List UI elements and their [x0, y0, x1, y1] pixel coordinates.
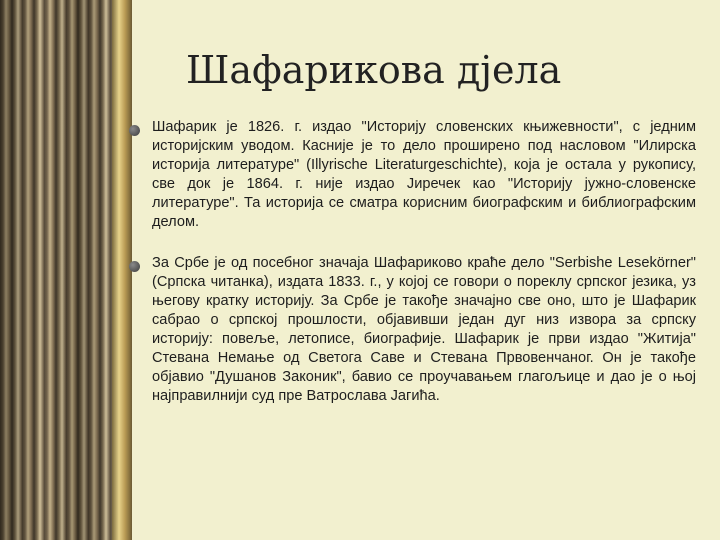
- bullet-item: [124, 118, 696, 232]
- slide-title: Шафарикова дјела: [186, 48, 562, 92]
- bullet-list: [124, 118, 696, 428]
- bullet-text: Шафарик је 1826. г. издао "Историју словенских књижевности", с једним историјским уводом. Касније је то дело проширено под насловом "Илирска историја литературе" (Illyrische Literaturgeschichte), која је остала у рукопису, све док је 1864. г. није издао Јиречек као "Историју јужно-словенске литературе". Та историја се сматра корисним биографским и библиографским делом.: [152, 119, 696, 230]
- bullet-dot-icon: [129, 261, 140, 272]
- bullet-text: За Србе је од посебног значаја Шафариково краће дело "Serbishe Lesekörner" (Српска читанка), издата 1833. г., у којој се говори о пореклу српског језика, уз његову кратку историју. За Србе је такође значајно све оно, што је Шафарик сабрао о српској прошлости, објавивши један дуг низ извора за српску историју: повеље, летописе, биографије. Шафарик је први издао "Житија" Стевана Немање од Светога Саве и Стевана Првовенчаног. Он је такође објавио "Душанов Законик", бавио се проучавањем глагољице и дао је о њој најправилнији суд пре Ватрослава Јагића.: [152, 255, 696, 404]
- bullet-dot-icon: [129, 125, 140, 136]
- decorative-left-bar: [0, 0, 112, 540]
- bullet-item: [124, 254, 696, 406]
